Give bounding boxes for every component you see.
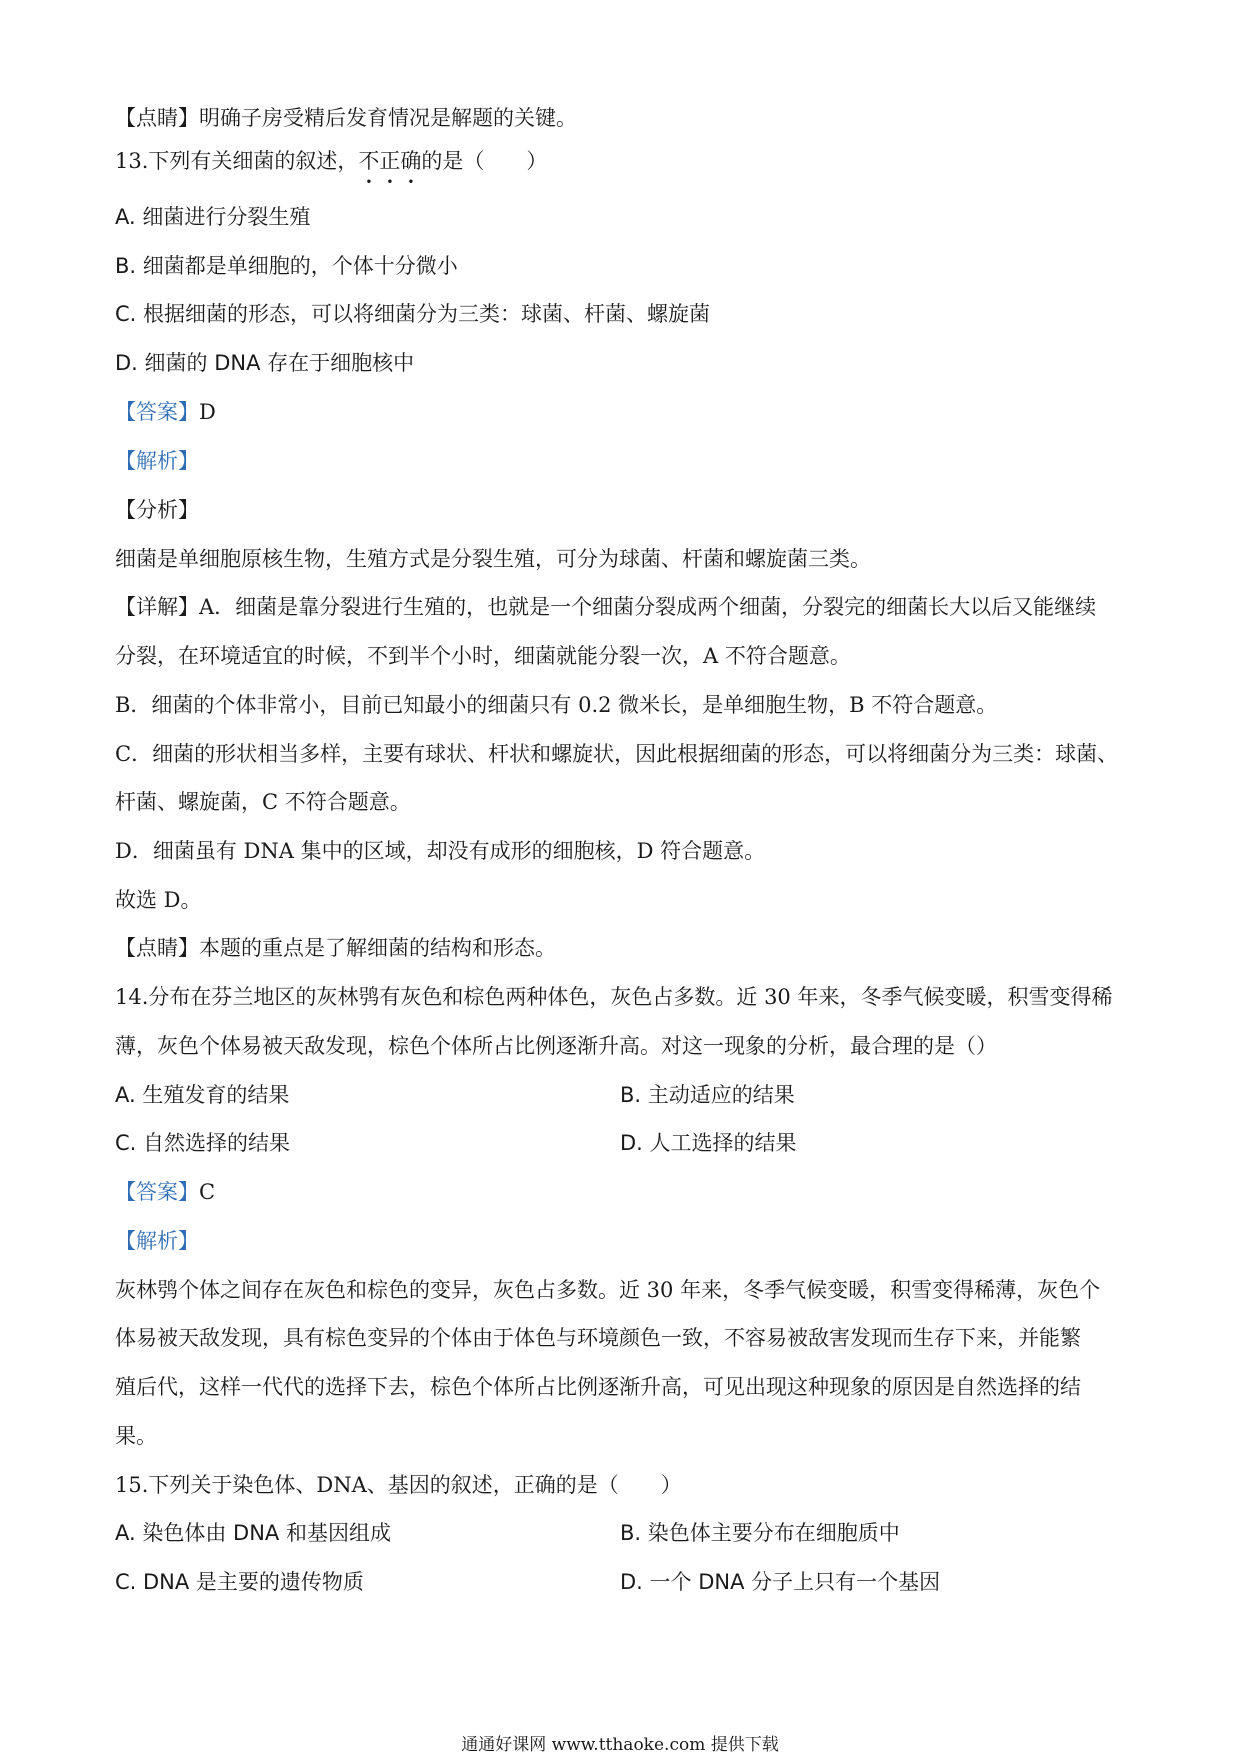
answer-value: C (199, 1180, 216, 1204)
q13-stem-emph-1: 不 (358, 149, 380, 173)
q13-fenxi-text: 细菌是单细胞原核生物，生殖方式是分裂生殖，可分为球菌、杆菌和螺旋菌三类。 (115, 547, 871, 571)
q14-option-c: C. 自然选择的结果 (115, 1131, 291, 1155)
q14-option-b: B. 主动适应的结果 (620, 1083, 795, 1107)
q14-option-a: A. 生殖发育的结果 (115, 1083, 290, 1107)
xiangjie-tag: 【详解】 (115, 595, 199, 619)
q12-dianjing (115, 103, 577, 133)
q14-analysis-tag: 【解析】 (115, 1229, 199, 1253)
q15-option-d: D. 一个 DNA 分子上只有一个基因 (620, 1570, 941, 1594)
dianjing-text: 明确子房受精后发育情况是解题的关键。 (199, 106, 577, 130)
q13-option-d: D. 细菌的 DNA 存在于细胞核中 (115, 351, 415, 375)
answer-value: D (199, 400, 216, 424)
q13-xiangjie-a-line2: 分裂，在环境适宜的时候，不到半个小时，细菌就能分裂一次，A 不符合题意。 (115, 644, 851, 668)
q14-analysis-line2: 体易被天敌发现，具有棕色变异的个体由于体色与环境颜色一致，不容易被敌害发现而生存下来，并能繁 (115, 1326, 1081, 1350)
q13-dianjing (115, 933, 556, 963)
q13-stem-emph-2: 正 (379, 149, 401, 173)
q13-option-a: A. 细菌进行分裂生殖 (115, 205, 311, 229)
q14-option-d: D. 人工选择的结果 (620, 1131, 797, 1155)
q13-analysis-tag: 【解析】 (115, 449, 199, 473)
q15-option-a: A. 染色体由 DNA 和基因组成 (115, 1521, 391, 1545)
q14-analysis-line3: 殖后代，这样一代代的选择下去，棕色个体所占比例逐渐升高，可见出现这种现象的原因是自然选择的结 (115, 1375, 1081, 1399)
q14-stem-line2: 薄，灰色个体易被天敌发现，棕色个体所占比例逐渐升高。对这一现象的分析，最合理的是（） (115, 1034, 997, 1058)
page-footer: 通通好课网 www.tthaoke.com 提供下载 (461, 1735, 779, 1755)
q13-xiangjie-a-line1 (115, 592, 1096, 622)
q13-guxuan: 故选 D。 (115, 888, 202, 912)
q13-option-c: C. 根据细菌的形态，可以将细菌分为三类：球菌、杆菌、螺旋菌 (115, 302, 711, 326)
answer-tag: 【答案】 (115, 1180, 199, 1204)
q13-answer (115, 397, 216, 427)
q13-xiangjie-d: D．细菌虽有 DNA 集中的区域，却没有成形的细胞核，D 符合题意。 (115, 839, 766, 863)
q13-fenxi-tag: 【分析】 (115, 498, 199, 522)
q14-stem-line1: 14.分布在芬兰地区的灰林鸮有灰色和棕色两种体色，灰色占多数。近 30 年来，冬季气候变暖，积雪变得稀 (115, 985, 1113, 1009)
q14-analysis-line4: 果。 (115, 1424, 157, 1448)
q14-analysis-line1: 灰林鸮个体之间存在灰色和棕色的变异，灰色占多数。近 30 年来，冬季气候变暖，积雪变得稀薄，灰色个 (115, 1278, 1101, 1302)
q13-xiangjie-c-line1: C．细菌的形状相当多样，主要有球状、杆状和螺旋状，因此根据细菌的形态，可以将细菌分为三类：球菌、 (115, 742, 1119, 766)
dianjing-tag: 【点睛】 (115, 106, 199, 130)
q14-answer (115, 1177, 215, 1207)
xiangjie-a-text: A．细菌是靠分裂进行生殖的，也就是一个细菌分裂成两个细菌，分裂完的细菌长大以后又能继续 (199, 595, 1097, 619)
q13-stem-emph-3: 确 (400, 149, 422, 173)
dianjing-text: 本题的重点是了解细菌的结构和形态。 (199, 936, 556, 960)
q15-option-b: B. 染色体主要分布在细胞质中 (620, 1521, 900, 1545)
q13-option-b: B. 细菌都是单细胞的，个体十分微小 (115, 254, 458, 278)
q13-stem (115, 146, 547, 176)
q13-stem-suffix: 的是（ ） (421, 149, 548, 173)
q15-option-c: C. DNA 是主要的遗传物质 (115, 1570, 364, 1594)
answer-tag: 【答案】 (115, 400, 199, 424)
q13-stem-prefix: 13.下列有关细菌的叙述， (115, 149, 359, 173)
q15-stem: 15.下列关于染色体、DNA、基因的叙述，正确的是（ ） (115, 1473, 682, 1497)
q13-xiangjie-b: B．细菌的个体非常小，目前已知最小的细菌只有 0.2 微米长，是单细胞生物，B 不符合题意。 (115, 693, 998, 717)
q13-xiangjie-c-line2: 杆菌、螺旋菌，C 不符合题意。 (115, 790, 411, 814)
dianjing-tag: 【点睛】 (115, 936, 199, 960)
